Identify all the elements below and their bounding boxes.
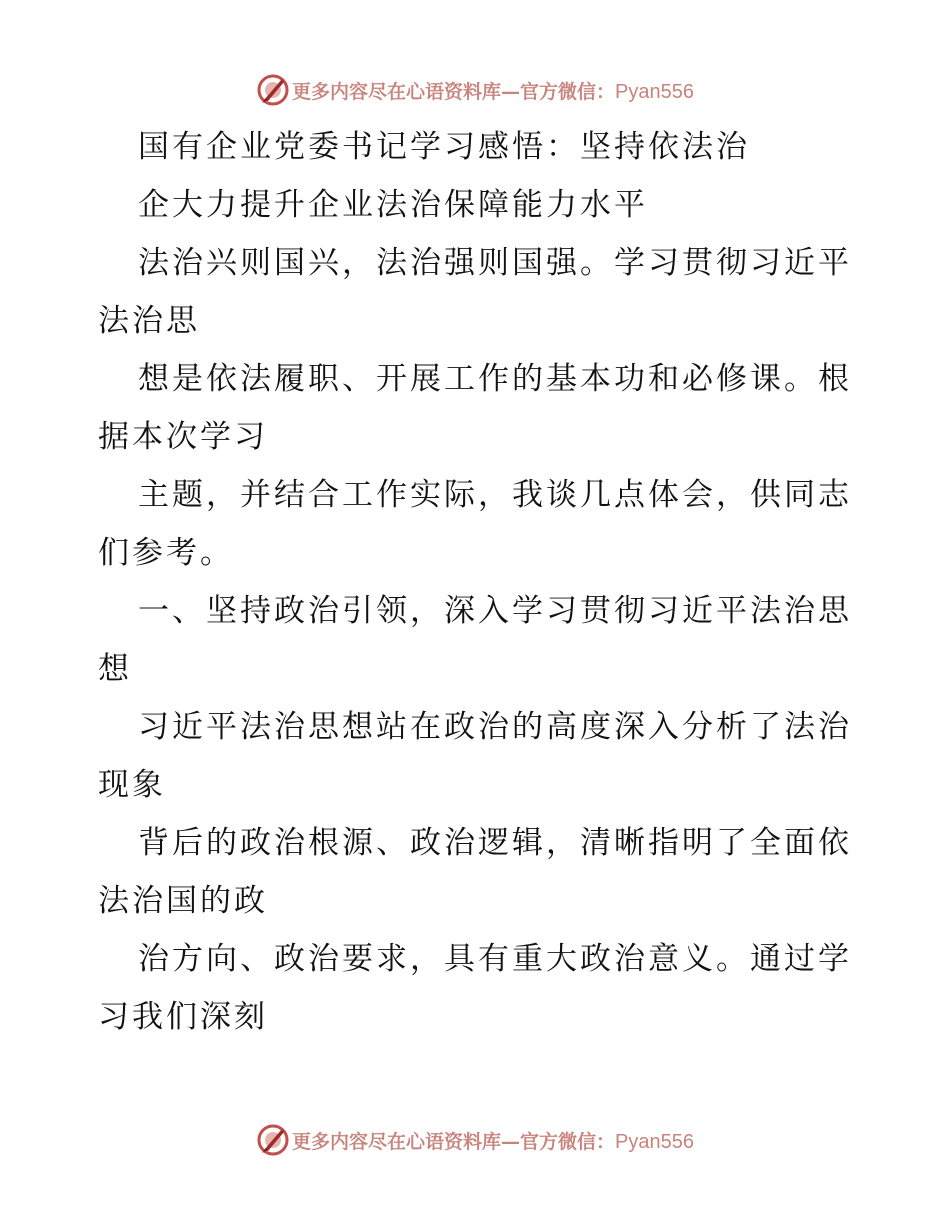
paragraph-line: 们参考。 [98, 535, 234, 571]
footer-watermark [0, 1120, 950, 1160]
watermark-brand: 更多内容尽在心语资料库 [292, 80, 502, 103]
watermark-brand: 更多内容尽在心语资料库 [292, 1130, 502, 1153]
watermark-wechat-label: 官方微信： [520, 1130, 616, 1153]
paragraph-line: 习我们深刻 [98, 999, 268, 1035]
watermark-text [292, 1127, 694, 1154]
paragraph-line: 据本次学习 [98, 419, 268, 455]
header-watermark [0, 70, 950, 110]
paragraph-line: 法治兴则国兴，法治强则国强。学习贯彻习近平 [138, 245, 852, 281]
paragraph-line: 现象 [98, 767, 166, 803]
paragraph-line: 法治国的政 [98, 883, 268, 919]
paragraph-line: 习近平法治思想站在政治的高度深入分析了法治 [138, 709, 852, 745]
paragraph-line: 主题，并结合工作实际，我谈几点体会，供同志 [138, 477, 852, 513]
watermark-separator: — [501, 1130, 521, 1153]
title-line-1: 国有企业党委书记学习感悟：坚持依法治 [138, 129, 750, 165]
title-line-2: 企大力提升企业法治保障能力水平 [138, 187, 648, 223]
section-heading-line: 一、坚持政治引领，深入学习贯彻习近平法治思 [138, 593, 852, 629]
paragraph-line: 治方向、政治要求，具有重大政治意义。通过学 [138, 941, 852, 977]
quill-logo-icon [256, 1123, 290, 1157]
watermark-separator: — [501, 80, 521, 103]
watermark-text [292, 77, 694, 104]
watermark-wechat-id: Pyan556 [615, 1130, 694, 1153]
watermark-wechat-label: 官方微信： [520, 80, 616, 103]
document-body [98, 118, 858, 1046]
quill-logo-icon [256, 73, 290, 107]
watermark-wechat-id: Pyan556 [615, 80, 694, 103]
paragraph-line: 背后的政治根源、政治逻辑，清晰指明了全面依 [138, 825, 852, 861]
paragraph-line: 法治思 [98, 303, 200, 339]
section-heading-line: 想 [98, 651, 132, 687]
paragraph-line: 想是依法履职、开展工作的基本功和必修课。根 [138, 361, 852, 397]
